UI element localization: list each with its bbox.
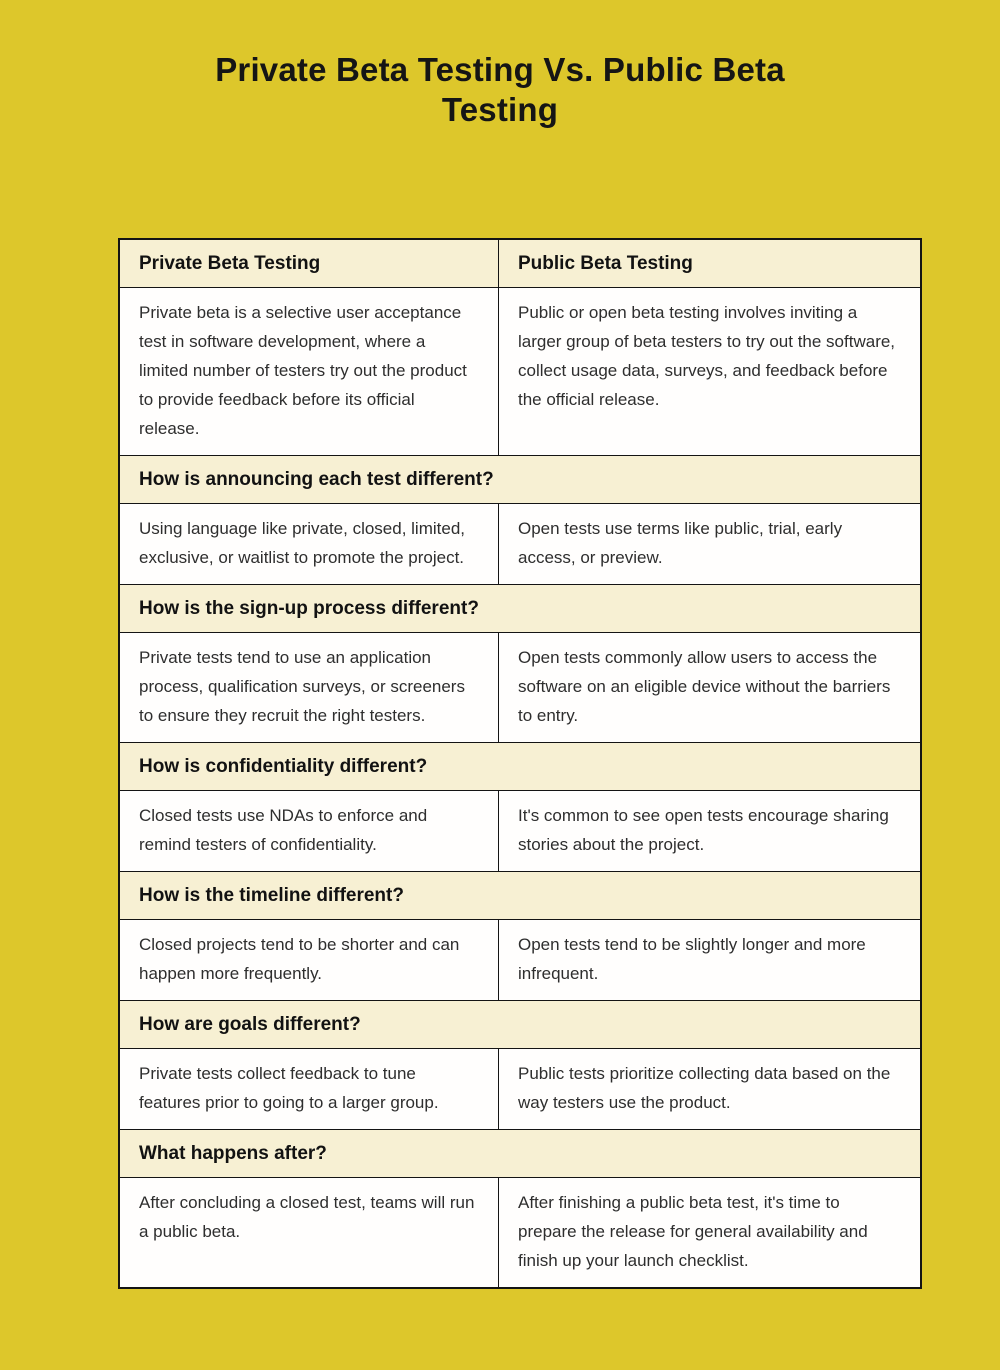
section-header-timeline [120, 871, 920, 919]
after-public-cell: After finishing a public beta test, it's time to prepare the release for general availability and finish up your launch checklist. [498, 1178, 920, 1287]
section-header-signup [120, 584, 920, 632]
column-header-public: Public Beta Testing [498, 240, 920, 287]
after-private-cell: After concluding a closed test, teams will run a public beta. [120, 1178, 498, 1287]
section-question: How is confidentiality different? [139, 755, 428, 777]
intro-public-cell: Public or open beta testing involves inviting a larger group of beta testers to try out the software, collect usage data, surveys, and feedback before the official release. [498, 288, 920, 455]
timeline-public-cell: Open tests tend to be slightly longer and more infrequent. [498, 920, 920, 1000]
goals-public-cell: Public tests prioritize collecting data based on the way testers use the product. [498, 1049, 920, 1129]
section-header-confidentiality [120, 742, 920, 790]
intro-private-cell: Private beta is a selective user acceptance test in software development, where a limited number of testers try out the product to provide feedback before its official release. [120, 288, 498, 455]
announcing-public-cell: Open tests use terms like public, trial, early access, or preview. [498, 504, 920, 584]
section-question: How is the timeline different? [139, 884, 404, 906]
signup-private-cell: Private tests tend to use an application process, qualification surveys, or screeners to ensure they recruit the right testers. [120, 633, 498, 742]
section-question: How is the sign-up process different? [139, 597, 479, 619]
section-question: What happens after? [139, 1142, 327, 1164]
infographic-page [0, 50, 1000, 1370]
section-header-announcing [120, 455, 920, 503]
column-header-private: Private Beta Testing [120, 240, 498, 287]
timeline-private-cell: Closed projects tend to be shorter and can happen more frequently. [120, 920, 498, 1000]
confidentiality-private-cell: Closed tests use NDAs to enforce and remind testers of confidentiality. [120, 791, 498, 871]
table-row-intro [120, 287, 920, 455]
section-question: How is announcing each test different? [139, 468, 494, 490]
table-header-row [120, 240, 920, 287]
confidentiality-public-cell: It's common to see open tests encourage sharing stories about the project. [498, 791, 920, 871]
comparison-table [118, 238, 922, 1289]
goals-private-cell: Private tests collect feedback to tune features prior to going to a larger group. [120, 1049, 498, 1129]
table-row-after [120, 1177, 920, 1287]
section-header-after [120, 1129, 920, 1177]
signup-public-cell: Open tests commonly allow users to access the software on an eligible device without the barriers to entry. [498, 633, 920, 742]
table-row-timeline [120, 919, 920, 1000]
section-question: How are goals different? [139, 1013, 361, 1035]
section-header-goals [120, 1000, 920, 1048]
table-row-goals [120, 1048, 920, 1129]
table-row-announcing [120, 503, 920, 584]
page-title: Private Beta Testing Vs. Public Beta Testing [215, 51, 785, 128]
table-row-confidentiality [120, 790, 920, 871]
table-row-signup [120, 632, 920, 742]
announcing-private-cell: Using language like private, closed, limited, exclusive, or waitlist to promote the project. [120, 504, 498, 584]
